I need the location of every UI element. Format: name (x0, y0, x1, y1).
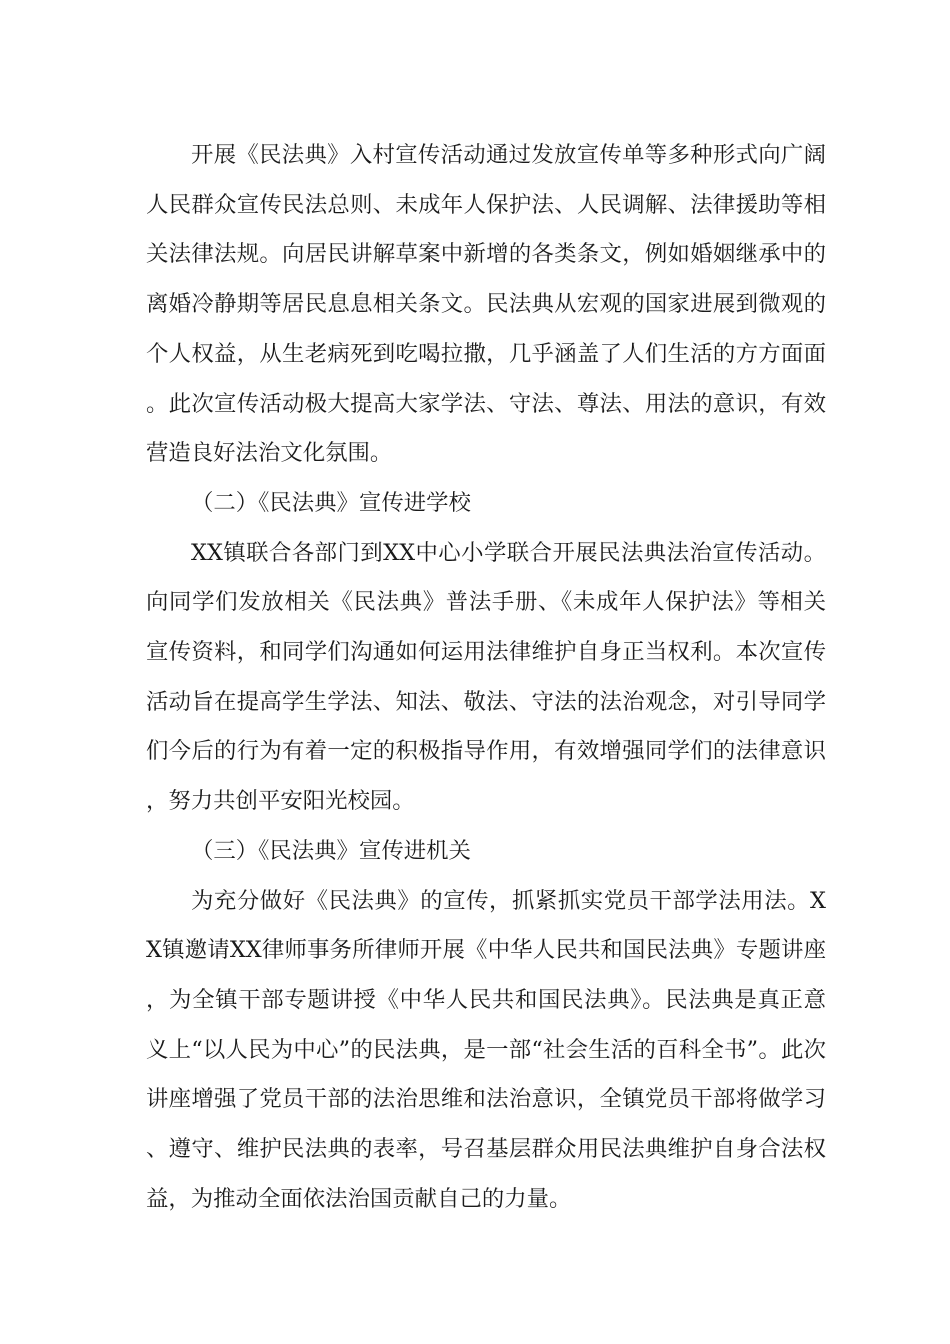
paragraph-village-campaign: 开展《民法典》入村宣传活动通过发放宣传单等多种形式向广阔人民群众宣传民法总则、未成年人保护法、人民调解、法律援助等相关法律法规。向居民讲解草案中新增的各类条文，例如婚姻继承中的离婚冷静期等居民息息相关条文。民法典从宏观的国家进展到微观的个人权益，从生老病死到吃喝拉撒，几乎涵盖了人们生活的方方面面。此次宣传活动极大提高大家学法、守法、尊法、用法的意识，有效营造良好法治文化氛围。 (146, 142, 826, 467)
section-heading-schools: （二）《民法典》宣传进学校 (191, 489, 471, 516)
paragraph-agency-campaign: 为充分做好《民法典》的宣传，抓紧抓实党员干部学法用法。XX镇邀请XX律师事务所律师开展《中华人民共和国民法典》专题讲座，为全镇干部专题讲授《中华人民共和国民法典》。民法典是真正意义上“以人民为中心”的民法典，是一部“社会生活的百科全书”。此次讲座增强了党员干部的法治思维和法治意识，全镇党员干部将做学习、遵守、维护民法典的表率，号召基层群众用民法典维护自身合法权益，为推动全面依法治国贡献自己的力量。 (146, 887, 826, 1212)
section-heading-agencies: （三）《民法典》宣传进机关 (191, 837, 471, 864)
paragraph-school-campaign: XX镇联合各部门到XX中心小学联合开展民法典法治宣传活动。向同学们发放相关《民法典》普法手册、《未成年人保护法》等相关宣传资料，和同学们沟通如何运用法律维护自身正当权利。本次宣传活动旨在提高学生学法、知法、敬法、守法的法治观念，对引导同学们今后的行为有着一定的积极指导作用，有效增强同学们的法律意识，努力共创平安阳光校园。 (146, 539, 826, 815)
document-body (146, 131, 826, 1224)
